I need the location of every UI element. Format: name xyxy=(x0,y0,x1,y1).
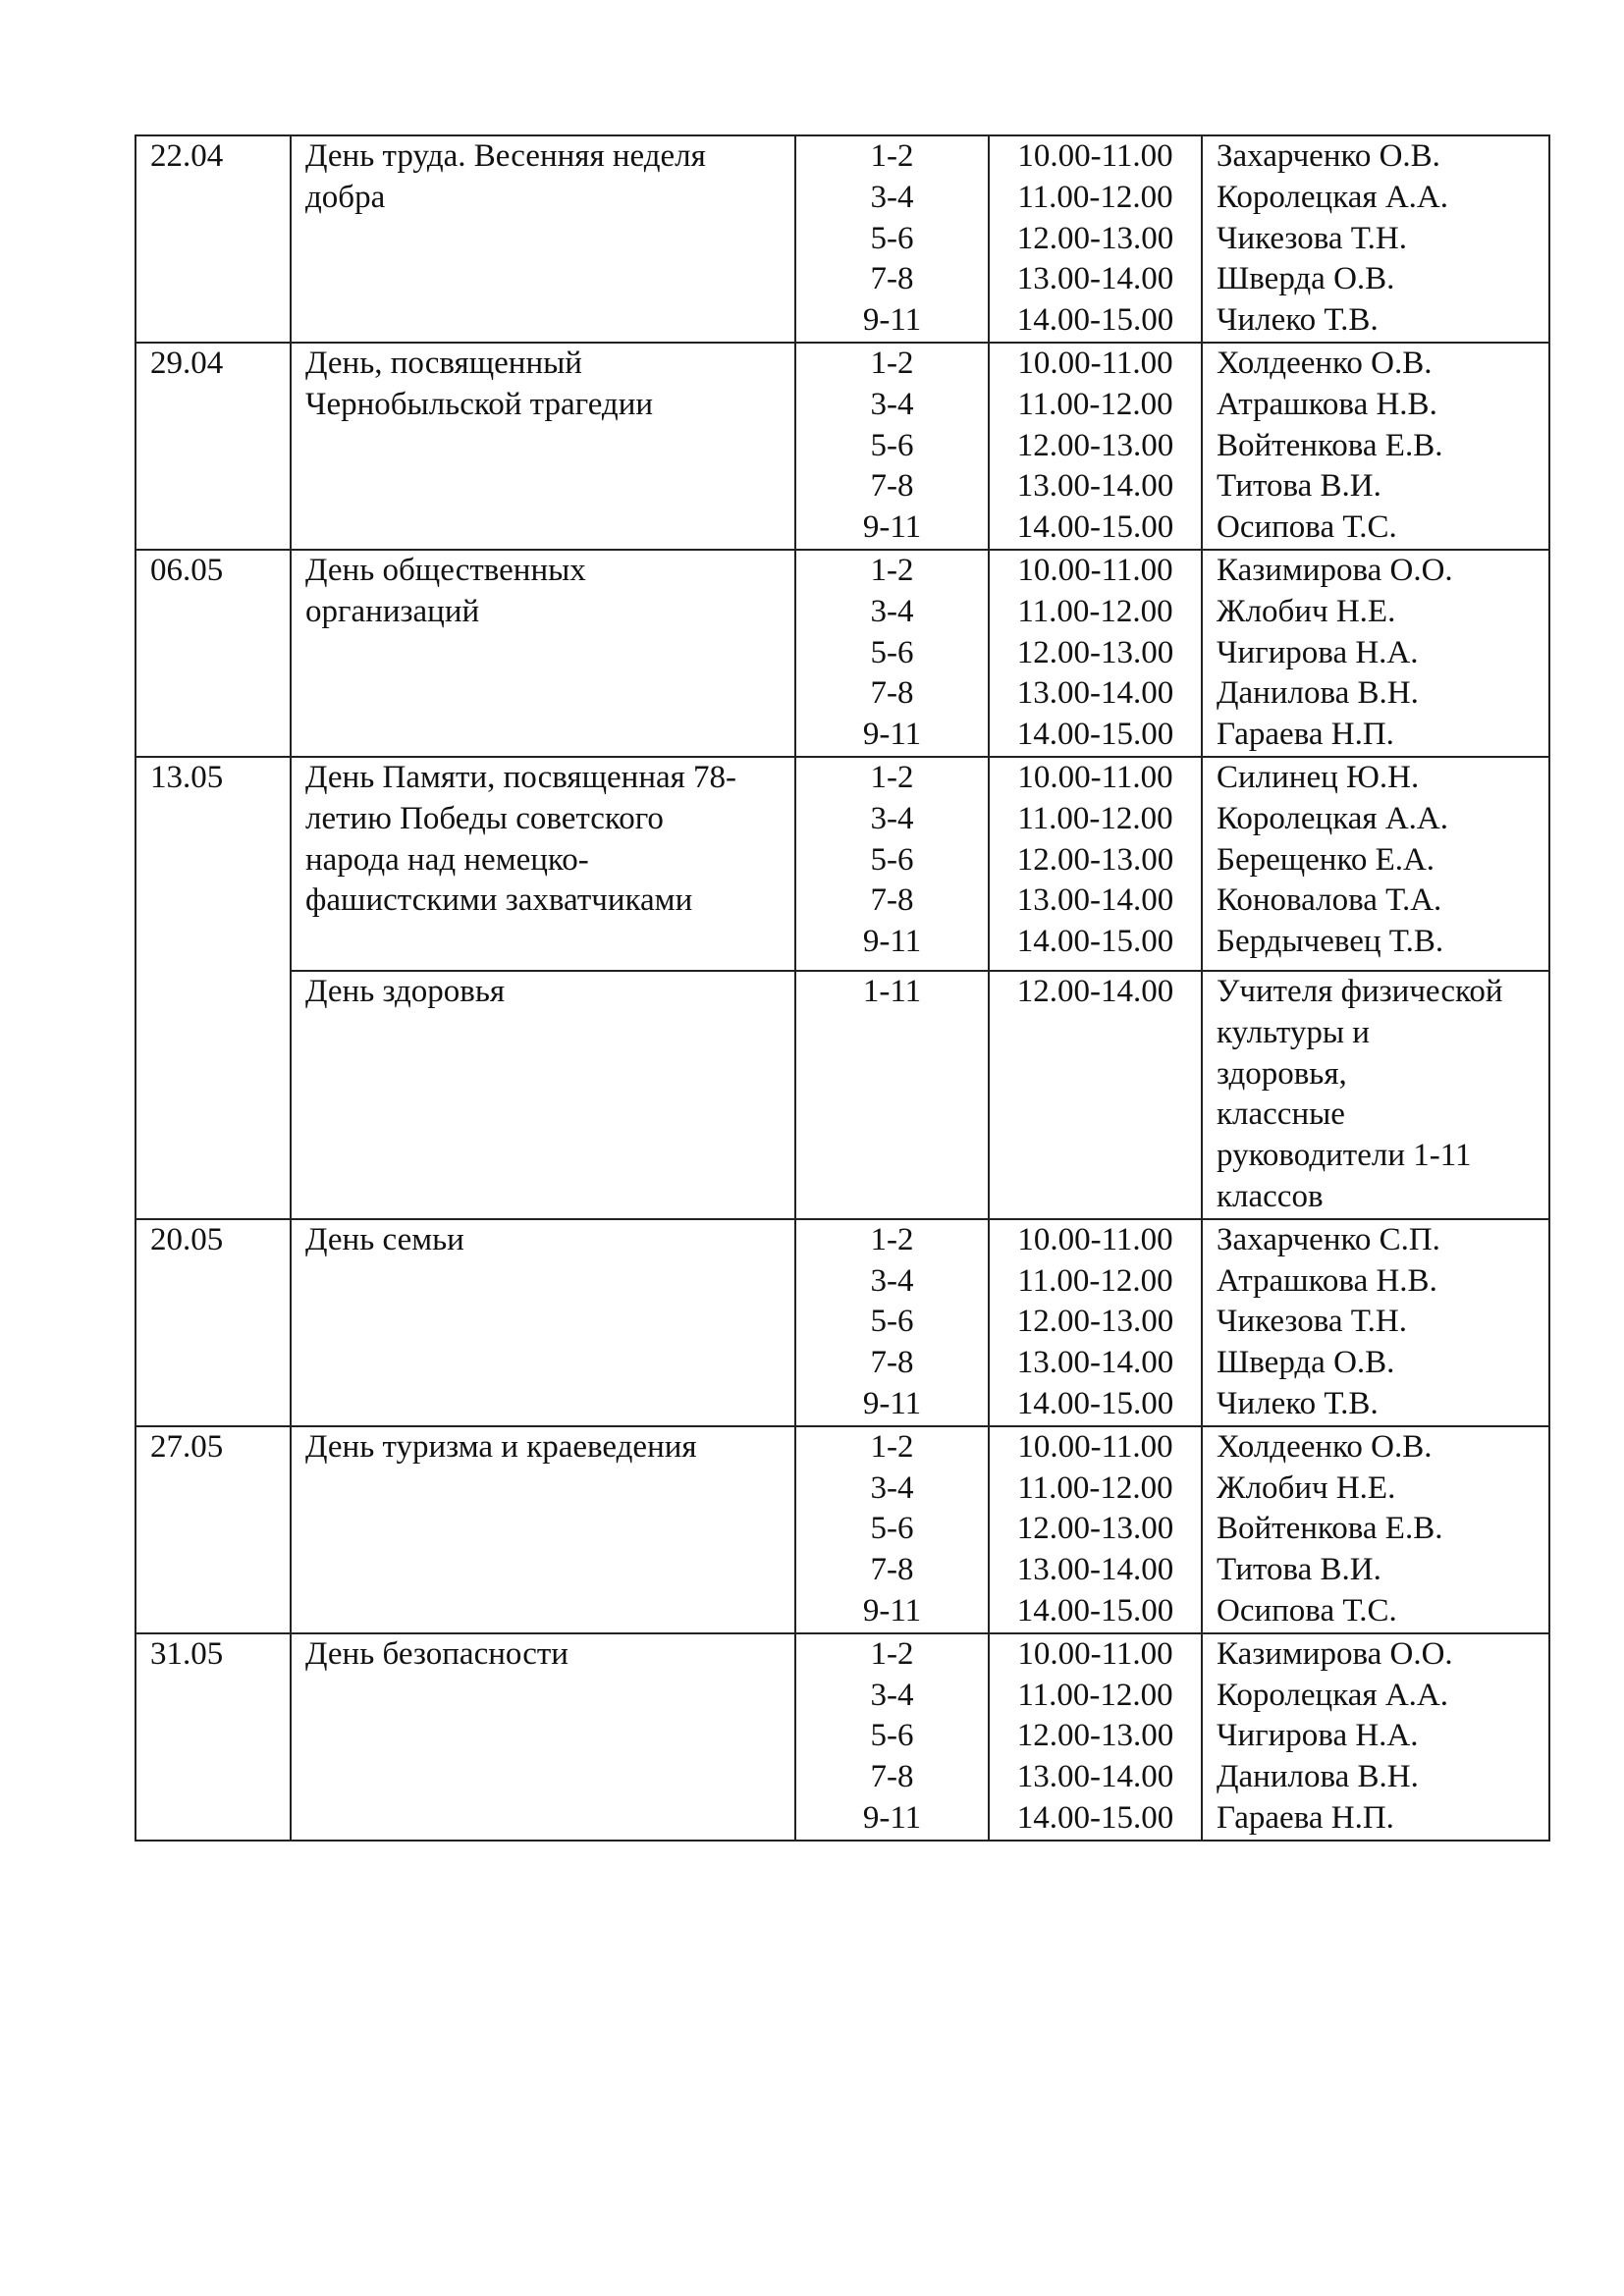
event-line: народа над немецко- xyxy=(305,841,589,878)
grade-text: 1-2 xyxy=(870,345,914,381)
grade-text: 9-11 xyxy=(862,509,922,546)
event-line: добра xyxy=(305,179,386,215)
time-text: 13.00-14.00 xyxy=(1016,261,1174,297)
time-text: 10.00-11.00 xyxy=(1017,1428,1173,1465)
time-text: 10.00-11.00 xyxy=(1017,138,1173,174)
time-text: 10.00-11.00 xyxy=(1017,759,1173,795)
event-line: летию Победы советского xyxy=(305,800,664,836)
responsible-name: Войтенкова Е.В. xyxy=(1217,1511,1443,1547)
responsible-name: Данилова В.Н. xyxy=(1217,675,1419,712)
table-row xyxy=(135,1633,1549,1841)
date-text: 06.05 xyxy=(150,552,224,588)
responsible-name: Атрашкова Н.В. xyxy=(1217,386,1437,422)
grades-cell xyxy=(795,550,989,757)
grade-text: 7-8 xyxy=(870,468,914,505)
date-cell xyxy=(135,757,291,1219)
time-text: 14.00-15.00 xyxy=(1016,924,1174,960)
time-text: 14.00-15.00 xyxy=(1016,1385,1174,1421)
table-row xyxy=(135,1219,1549,1426)
event-cell xyxy=(291,550,795,757)
responsible-name: Жлобич Н.Е. xyxy=(1217,593,1396,629)
date-text: 27.05 xyxy=(150,1428,224,1465)
responsible-name: Коновалова Т.А. xyxy=(1217,882,1442,919)
time-text: 11.00-12.00 xyxy=(1017,386,1173,422)
time-text: 12.00-14.00 xyxy=(1016,973,1174,1009)
event-line: Чернобыльской трагедии xyxy=(305,386,654,422)
responsible-name: Чикезова Т.Н. xyxy=(1217,220,1407,256)
responsible-name: Захарченко О.В. xyxy=(1217,138,1440,174)
time-text: 11.00-12.00 xyxy=(1017,1677,1173,1713)
responsible-name: культуры и xyxy=(1217,1014,1370,1050)
responsible-name: Холдеенко О.В. xyxy=(1217,345,1433,381)
date-text: 22.04 xyxy=(150,138,224,174)
responsible-cell xyxy=(1202,343,1549,550)
time-text: 13.00-14.00 xyxy=(1016,1759,1174,1795)
grades-cell xyxy=(795,757,989,971)
grade-text: 3-4 xyxy=(870,386,914,422)
responsible-name: Захарченко С.П. xyxy=(1217,1221,1440,1257)
responsible-name: Холдеенко О.В. xyxy=(1217,1428,1433,1465)
responsible-cell xyxy=(1202,1633,1549,1841)
responsible-name: Осипова Т.С. xyxy=(1217,1592,1397,1629)
time-cell xyxy=(989,343,1202,550)
grade-text: 5-6 xyxy=(870,1511,914,1547)
responsible-name: Чигирова Н.А. xyxy=(1217,1718,1419,1754)
date-text: 13.05 xyxy=(150,759,224,795)
event-line: День туризма и краеведения xyxy=(305,1428,697,1465)
event-line: День Памяти, посвященная 78- xyxy=(305,759,737,795)
responsible-name: Титова В.И. xyxy=(1217,1552,1381,1588)
event-cell xyxy=(291,1219,795,1426)
responsible-name: Гараева Н.П. xyxy=(1217,717,1394,753)
time-text: 10.00-11.00 xyxy=(1017,1221,1173,1257)
responsible-name: руководители 1-11 xyxy=(1217,1138,1472,1174)
responsible-name: классов xyxy=(1217,1178,1324,1214)
time-text: 13.00-14.00 xyxy=(1016,675,1174,712)
responsible-name: классные xyxy=(1217,1096,1345,1133)
grade-text: 9-11 xyxy=(862,1385,922,1421)
grade-text: 7-8 xyxy=(870,882,914,919)
responsible-name: Бердычевец Т.В. xyxy=(1217,924,1444,960)
time-text: 14.00-15.00 xyxy=(1016,717,1174,753)
responsible-name: Казимирова О.О. xyxy=(1217,1635,1453,1672)
grade-text: 5-6 xyxy=(870,220,914,256)
time-text: 14.00-15.00 xyxy=(1016,509,1174,546)
time-text: 11.00-12.00 xyxy=(1017,1469,1173,1506)
grade-text: 1-2 xyxy=(870,1428,914,1465)
grade-text: 3-4 xyxy=(870,800,914,836)
time-text: 12.00-13.00 xyxy=(1016,220,1174,256)
table-row xyxy=(135,343,1549,550)
date-text: 20.05 xyxy=(150,1221,224,1257)
time-cell xyxy=(989,757,1202,971)
event-line: День общественных xyxy=(305,552,586,588)
grade-text: 5-6 xyxy=(870,841,914,878)
grade-text: 3-4 xyxy=(870,1262,914,1299)
responsible-name: Берещенко Е.А. xyxy=(1217,841,1435,878)
grade-text: 9-11 xyxy=(862,1592,922,1629)
grade-text: 7-8 xyxy=(870,1345,914,1381)
grades-cell xyxy=(795,1633,989,1841)
time-text: 13.00-14.00 xyxy=(1016,468,1174,505)
responsible-name: Королецкая А.А. xyxy=(1217,179,1448,215)
event-line: День, посвященный xyxy=(305,345,582,381)
event-line: День здоровья xyxy=(305,973,506,1009)
grade-text: 1-2 xyxy=(870,759,914,795)
grades-cell xyxy=(795,1219,989,1426)
event-line: организаций xyxy=(305,593,480,629)
table-row xyxy=(135,550,1549,757)
grade-text: 9-11 xyxy=(862,924,922,960)
event-cell xyxy=(291,1426,795,1633)
time-text: 10.00-11.00 xyxy=(1017,345,1173,381)
grade-text: 5-6 xyxy=(870,427,914,463)
time-cell xyxy=(989,971,1202,1219)
date-cell xyxy=(135,1633,291,1841)
time-text: 14.00-15.00 xyxy=(1016,302,1174,339)
grade-text: 9-11 xyxy=(862,717,922,753)
time-text: 12.00-13.00 xyxy=(1016,634,1174,670)
time-text: 13.00-14.00 xyxy=(1016,1552,1174,1588)
date-cell xyxy=(135,135,291,343)
date-cell xyxy=(135,1219,291,1426)
grade-text: 1-11 xyxy=(862,973,922,1009)
responsible-name: Осипова Т.С. xyxy=(1217,509,1397,546)
time-cell xyxy=(989,1633,1202,1841)
responsible-cell xyxy=(1202,550,1549,757)
responsible-name: Войтенкова Е.В. xyxy=(1217,427,1443,463)
responsible-name: Гараева Н.П. xyxy=(1217,1799,1394,1836)
grade-text: 9-11 xyxy=(862,302,922,339)
responsible-name: Жлобич Н.Е. xyxy=(1217,1469,1396,1506)
time-cell xyxy=(989,550,1202,757)
responsible-cell xyxy=(1202,971,1549,1219)
responsible-name: Чилеко Т.В. xyxy=(1217,302,1379,339)
event-cell xyxy=(291,757,795,971)
table-row xyxy=(135,135,1549,343)
event-cell xyxy=(291,971,795,1219)
grade-text: 3-4 xyxy=(870,1677,914,1713)
date-cell xyxy=(135,343,291,550)
grades-cell xyxy=(795,135,989,343)
time-text: 12.00-13.00 xyxy=(1016,1511,1174,1547)
responsible-name: Казимирова О.О. xyxy=(1217,552,1453,588)
table-row xyxy=(135,1426,1549,1633)
grade-text: 5-6 xyxy=(870,1718,914,1754)
responsible-name: Титова В.И. xyxy=(1217,468,1381,505)
date-text: 31.05 xyxy=(150,1635,224,1672)
event-cell xyxy=(291,135,795,343)
responsible-name: Атрашкова Н.В. xyxy=(1217,1262,1437,1299)
responsible-cell xyxy=(1202,757,1549,971)
responsible-name: Шверда О.В. xyxy=(1217,261,1395,297)
grade-text: 3-4 xyxy=(870,179,914,215)
time-cell xyxy=(989,1426,1202,1633)
event-line: фашистскими захватчиками xyxy=(305,882,693,919)
responsible-name: Чилеко Т.В. xyxy=(1217,1385,1379,1421)
event-line: День семьи xyxy=(305,1221,464,1257)
grade-text: 7-8 xyxy=(870,261,914,297)
time-text: 10.00-11.00 xyxy=(1017,1635,1173,1672)
responsible-cell xyxy=(1202,1219,1549,1426)
time-text: 11.00-12.00 xyxy=(1017,593,1173,629)
time-text: 13.00-14.00 xyxy=(1016,882,1174,919)
grade-text: 5-6 xyxy=(870,634,914,670)
date-cell xyxy=(135,1426,291,1633)
responsible-name: Данилова В.Н. xyxy=(1217,1759,1419,1795)
grade-text: 7-8 xyxy=(870,675,914,712)
grade-text: 5-6 xyxy=(870,1304,914,1340)
time-text: 12.00-13.00 xyxy=(1016,1304,1174,1340)
grade-text: 1-2 xyxy=(870,1221,914,1257)
responsible-name: Чигирова Н.А. xyxy=(1217,634,1419,670)
responsible-name: Шверда О.В. xyxy=(1217,1345,1395,1381)
responsible-name: Королецкая А.А. xyxy=(1217,1677,1448,1713)
time-text: 13.00-14.00 xyxy=(1016,1345,1174,1381)
time-cell xyxy=(989,135,1202,343)
time-text: 14.00-15.00 xyxy=(1016,1592,1174,1629)
grade-text: 1-2 xyxy=(870,1635,914,1672)
responsible-cell xyxy=(1202,135,1549,343)
time-text: 12.00-13.00 xyxy=(1016,841,1174,878)
event-line: День труда. Весенняя неделя xyxy=(305,138,706,174)
grade-text: 7-8 xyxy=(870,1759,914,1795)
grade-text: 3-4 xyxy=(870,593,914,629)
grade-text: 1-2 xyxy=(870,552,914,588)
time-text: 10.00-11.00 xyxy=(1017,552,1173,588)
event-cell xyxy=(291,343,795,550)
table-row xyxy=(135,971,1549,1219)
grade-text: 1-2 xyxy=(870,138,914,174)
time-text: 12.00-13.00 xyxy=(1016,427,1174,463)
time-text: 11.00-12.00 xyxy=(1017,1262,1173,1299)
grades-cell xyxy=(795,1426,989,1633)
time-text: 14.00-15.00 xyxy=(1016,1799,1174,1836)
responsible-cell xyxy=(1202,1426,1549,1633)
event-cell xyxy=(291,1633,795,1841)
grades-cell xyxy=(795,343,989,550)
responsible-name: Силинец Ю.Н. xyxy=(1217,759,1420,795)
responsible-name: Учителя физической xyxy=(1217,973,1503,1009)
date-cell xyxy=(135,550,291,757)
grade-text: 3-4 xyxy=(870,1469,914,1506)
grades-cell xyxy=(795,971,989,1219)
date-text: 29.04 xyxy=(150,345,224,381)
grade-text: 9-11 xyxy=(862,1799,922,1836)
responsible-name: здоровья, xyxy=(1217,1055,1347,1092)
event-line: День безопасности xyxy=(305,1635,568,1672)
table-row xyxy=(135,757,1549,971)
time-text: 12.00-13.00 xyxy=(1016,1718,1174,1754)
time-text: 11.00-12.00 xyxy=(1017,179,1173,215)
responsible-name: Чикезова Т.Н. xyxy=(1217,1304,1407,1340)
grade-text: 7-8 xyxy=(870,1552,914,1588)
time-cell xyxy=(989,1219,1202,1426)
responsible-name: Королецкая А.А. xyxy=(1217,800,1448,836)
schedule-table xyxy=(135,134,1550,1842)
time-text: 11.00-12.00 xyxy=(1017,800,1173,836)
